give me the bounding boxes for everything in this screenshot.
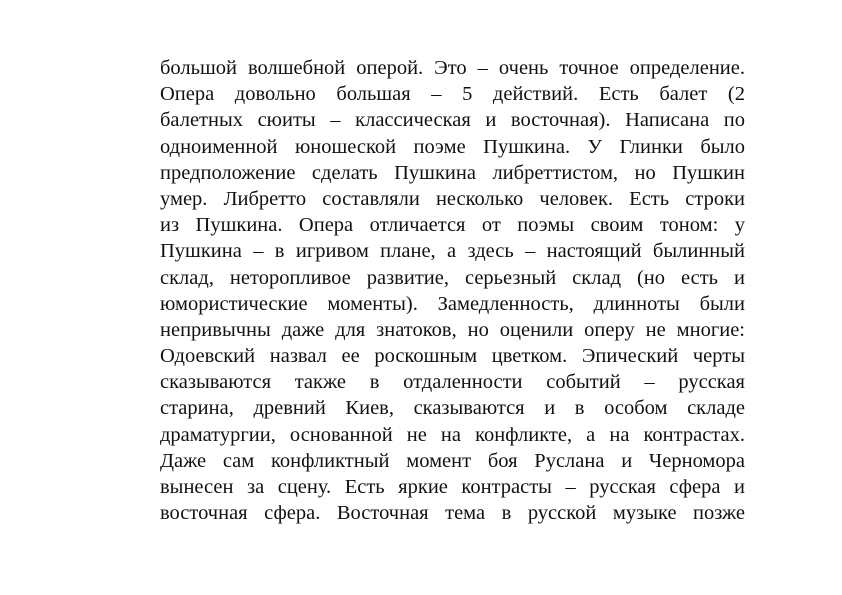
body-text (160, 55, 745, 526)
text-line-8: Пушкина – в игривом плане, а здесь – настоящий былинный (160, 240, 745, 263)
text-line-7: из Пушкина. Опера отличается от поэмы своим тоном: у (160, 214, 745, 237)
text-line-9: склад, неторопливое развитие, серьезный склад (но есть и (160, 266, 745, 289)
text-line-4: одноименной юношеской поэме Пушкина. У Глинки было (160, 135, 745, 158)
text-line-14: старина, древний Киев, сказываются и в особом складе (160, 397, 745, 420)
text-line-12: Одоевский назвал ее роскошным цветком. Эпический черты (160, 345, 745, 368)
text-line-11: непривычны даже для знатоков, но оценили оперу не многие: (160, 318, 745, 341)
text-line-2: Опера довольно большая – 5 действий. Есть балет (2 (160, 83, 745, 106)
text-line-6: умер. Либретто составляли несколько человек. Есть строки (160, 187, 745, 210)
text-line-17: вынесен за сцену. Есть яркие контрасты – русская сфера и (160, 476, 745, 498)
text-line-5: предположение сделать Пушкина либреттистом, но Пушкин (160, 161, 745, 184)
text-line-16: Даже сам конфликтный момент боя Руслана и Черномора (160, 449, 745, 472)
text-line-3: балетных сюиты – классическая и восточная). Написана по (160, 109, 745, 132)
text-line-10: юмористические моменты). Замедленность, длинноты были (160, 292, 745, 315)
text-line-18: восточная сфера. Восточная тема в русской музыке позже (160, 502, 745, 525)
text-line-13: сказываются также в отдаленности событий – русская (160, 371, 745, 394)
text-line-15: драматургии, основанной не на конфликте, а на контрастах. (160, 423, 745, 446)
text-line-1: большой волшебной оперой. Это – очень точное определение. (160, 57, 745, 79)
